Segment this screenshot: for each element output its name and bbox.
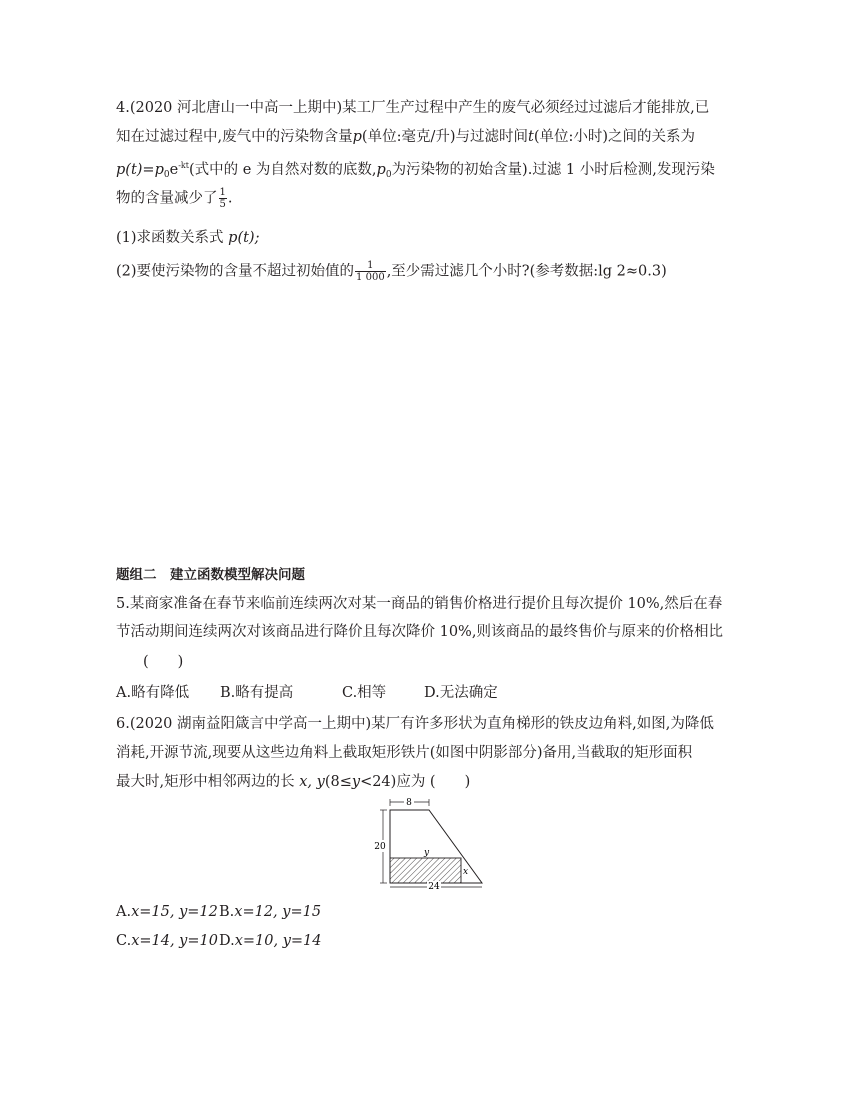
q4-text-4a: 物的含量减少了 (116, 190, 218, 207)
q5-option-a: A.略有降低 (116, 685, 190, 701)
q4-text-3b: 为污染物的初始含量).过滤 1 小时后检测,发现污染 (391, 162, 715, 178)
q4-var-t: t (528, 129, 534, 145)
q6-option-d (219, 931, 322, 951)
frac-num: 1 (219, 187, 226, 198)
q4-sub1 (116, 228, 259, 248)
bottom-length-label: 24 (428, 882, 440, 889)
section-heading (116, 565, 305, 585)
q4-var-p: p (352, 129, 362, 145)
q5-text-2: 节活动期间连续两次对该商品进行降价且每次降价 10%,则该商品的最终售价与原来的价格相比 (116, 624, 723, 640)
q4-line4 (116, 187, 232, 210)
q6-option-b (219, 902, 321, 922)
q4-e: e (169, 162, 179, 178)
rect-y-label: y (424, 848, 430, 858)
q4-text-4b: . (227, 190, 233, 207)
opt-letter: D. (219, 933, 235, 949)
q6-options-row2 (116, 931, 322, 951)
q4-exp: -kt (178, 161, 189, 170)
q6-text-1: 6.(2020 湖南益阳箴言中学高一上期中)某厂有许多形状为直角梯形的铁皮边角料,如图,为降低 (116, 716, 714, 732)
opt-letter: A. (116, 904, 132, 920)
frac-den: 5 (219, 199, 226, 210)
q4-fraction-1-1000 (355, 260, 386, 283)
q6-options-row1 (116, 902, 321, 922)
q6-text-2: 消耗,开源节流,现要从这些边角料上截取矩形铁片(如图中阴影部分)备用,当截取的矩形面积 (116, 745, 693, 761)
q5-option-d: D.无法确定 (424, 685, 498, 701)
q5-answer-paren (143, 652, 183, 672)
q4-sub2-text-b: ,至少需过滤几个小时?(参考数据:lg 2≈0.3) (386, 263, 667, 280)
q4-fraction-1-5 (219, 187, 227, 210)
q4-text-3a: (式中的 e 为自然对数的底数, (188, 162, 377, 178)
section-title: 题组二 建立函数模型解决问题 (116, 567, 305, 583)
q4-formula: p(t)=p (116, 162, 164, 178)
q5-line2 (116, 622, 723, 642)
q5-option-c: C.相等 (342, 685, 387, 701)
q4-line3 (116, 156, 715, 185)
frac-num: 1 (355, 260, 386, 272)
q6-vars-xy: x, y (299, 774, 325, 790)
q6-line1 (116, 714, 714, 734)
frac-den: 1 000 (356, 272, 385, 283)
trapezoid-figure (370, 797, 495, 889)
q5-line1 (116, 594, 722, 614)
q4-text-2a: 知在过滤过程中,废气中的污染物含量 (116, 129, 353, 145)
left-length-label: 20 (374, 842, 386, 852)
q4-sub2 (116, 260, 667, 283)
q4-line1 (116, 98, 709, 118)
q4-p0: p (376, 162, 386, 178)
q6-var-y: y (351, 774, 361, 790)
q6-option-a (116, 902, 219, 922)
opt-text: x=14, y=10 (131, 933, 218, 949)
q4-text-2c: (单位:小时)之间的关系为 (533, 129, 696, 145)
opt-letter: B. (219, 904, 235, 920)
q6-text-3a: 最大时,矩形中相邻两边的长 (116, 774, 295, 790)
q6-text-3c: (8≤ (324, 774, 352, 790)
q5-paren: ( ) (143, 654, 184, 670)
q5-text-1: 5.某商家准备在春节来临前连续两次对某一商品的销售价格进行提价且每次提价 10%,然后在春 (116, 596, 723, 612)
opt-letter: C. (116, 933, 132, 949)
opt-text: x=12, y=15 (234, 904, 322, 920)
opt-text: x=15, y=12 (131, 904, 218, 920)
q5-option-b: B.略有提高 (220, 685, 294, 701)
q4-sub2-text-a: (2)要使污染物的含量不超过初始值的 (116, 263, 355, 280)
q4-text-1: 4.(2020 河北唐山一中高一上期中)某工厂生产过程中产生的废气必须经过过滤后才能排放,已 (116, 100, 710, 116)
rect-x-label: x (463, 867, 469, 877)
q4-sub1-formula: p(t); (228, 230, 260, 246)
q6-line2 (116, 743, 692, 763)
q6-option-c (116, 931, 219, 951)
q6-text-3e: <24)应为 ( ) (360, 774, 471, 790)
q6-line3 (116, 772, 470, 792)
q4-text-2b: (单位:毫克/升)与过滤时间 (361, 129, 528, 145)
q5-options (116, 683, 498, 703)
opt-text: x=10, y=14 (234, 933, 322, 949)
q4-line2 (116, 127, 695, 147)
shaded-rectangle (390, 858, 461, 883)
q4-sub1-text: (1)求函数关系式 (116, 230, 224, 246)
top-length-label: 8 (406, 798, 412, 808)
q4-p0-sub: 0 (385, 170, 392, 180)
q4-sub0: 0 (163, 170, 170, 180)
